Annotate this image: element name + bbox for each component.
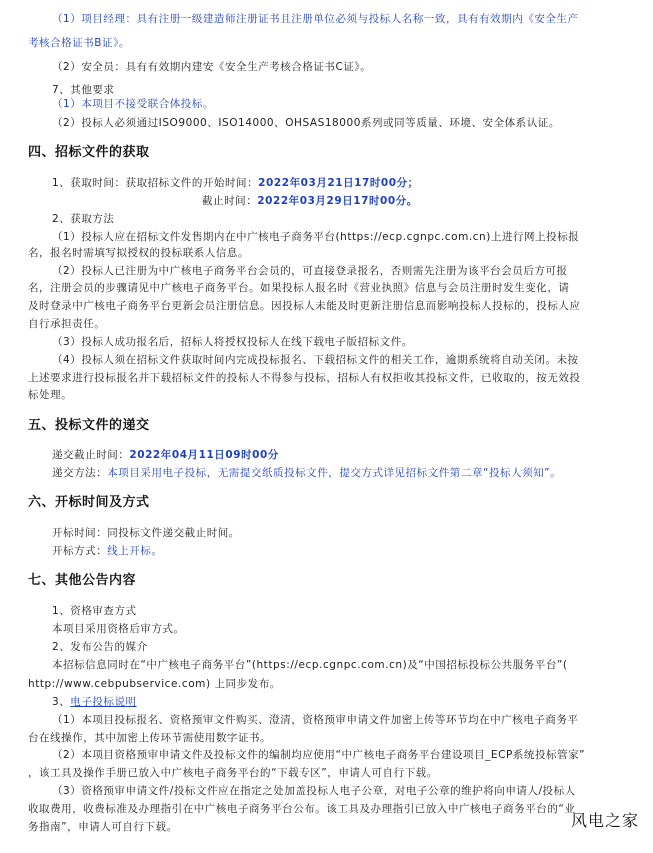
section-heading-4: 四、招标文件的获取 bbox=[28, 145, 150, 160]
label: 递交方法： bbox=[52, 467, 108, 479]
opening-method-value: 线上开标。 bbox=[107, 545, 163, 557]
text-line bbox=[202, 194, 418, 208]
text-line: 及时登录中广核电子商务平台更新会员注册信息。因投标人未能及时更新注册信息而影响投标人投标的，投标人应 bbox=[28, 300, 581, 312]
text-line: （4）投标人须在招标文件获取时间内完成投标报名、下载招标文件的相关工作，逾期系统将自动关闭。未按 bbox=[52, 354, 579, 366]
text-line: 1、资格审查方式 bbox=[52, 605, 137, 617]
text-line: 收取费用，收费标准及办理指引在中广核电子商务平台公布。该工具及办理指引已放入中广核电子商务平台的“业 bbox=[28, 803, 576, 815]
section-heading-5: 五、投标文件的递交 bbox=[28, 418, 150, 433]
text-line bbox=[52, 176, 419, 190]
text-line: 务指南”，申请人可自行下载。 bbox=[28, 821, 178, 833]
label: 3、 bbox=[52, 696, 71, 708]
text-line: 标处理。 bbox=[28, 389, 73, 401]
end-time-value: 2022年03月29日17时00分。 bbox=[257, 195, 418, 207]
section-heading-6: 六、开标时间及方式 bbox=[28, 495, 150, 510]
text-line bbox=[52, 466, 561, 480]
label: 截止时间： bbox=[202, 195, 258, 207]
text-line: 考核合格证书B证》。 bbox=[28, 37, 130, 49]
watermark: 风电之家 bbox=[570, 811, 639, 830]
label: 递交截止时间： bbox=[52, 449, 130, 461]
e-bid-notes-heading: 电子投标说明 bbox=[70, 696, 137, 708]
label: 1、获取时间：获取招标文件的开始时间： bbox=[52, 177, 259, 189]
submit-deadline-value: 2022年04月11日09时00分 bbox=[129, 449, 279, 461]
text-line: 上述要求进行投标报名并下载招标文件的投标人不得参与投标，招标人有权拒收其投标文件，已收取的，按无效投 bbox=[28, 372, 581, 384]
text-line: 名，报名时需填写拟授权的投标联系人信息。 bbox=[28, 247, 249, 259]
text-line: 台在线操作，其中加密上传环节需使用数字证书。 bbox=[28, 732, 272, 744]
text-line bbox=[52, 695, 137, 709]
submit-method-value: 本项目采用电子投标，无需提交纸质投标文件，提交方式详见招标文件第二章“投标人须知”。 bbox=[107, 467, 562, 479]
text-line: （1）本项目投标报名、资格预审文件购买、澄清，资格预审申请文件加密上传等环节均在中广核电子商务平 bbox=[52, 714, 579, 726]
label: 开标方式： bbox=[52, 545, 108, 557]
text-line: 开标时间：同投标文件递交截止时间。 bbox=[52, 527, 240, 539]
text-line: （2）安全员：具有有效期内建安《安全生产考核合格证书C证》。 bbox=[52, 61, 372, 73]
text-line: （3）资格预审申请文件/投标文件应在指定之处加盖投标人电子公章，对电子公章的维护将向申请人/投标人 bbox=[52, 785, 576, 797]
start-time-value: 2022年03月21日17时00分； bbox=[258, 177, 419, 189]
text-line: 本招标信息同时在“中广核电子商务平台”(https://ecp.cgnpc.com.cn)及“中国招标投标公共服务平台”( bbox=[52, 659, 568, 671]
text-line: http://www.cebpubservice.com) 上同步发布。 bbox=[28, 678, 281, 690]
text-line: 2、发布公告的媒介 bbox=[52, 641, 148, 653]
text-line: 7、其他要求 bbox=[52, 84, 115, 96]
text-line bbox=[52, 544, 163, 558]
text-line: （1）本项目不接受联合体投标。 bbox=[52, 98, 214, 110]
text-line: 名，注册会员的步骤请见中广核电子商务平台。如果投标人报名时《营业执照》信息与会员注册时发生变化，请 bbox=[28, 282, 570, 294]
text-line: 自行承担责任。 bbox=[28, 318, 106, 330]
section-heading-7: 七、其他公告内容 bbox=[28, 573, 137, 588]
text-line: 2、获取方法 bbox=[52, 213, 115, 225]
text-line: （2）本项目资格预审申请文件及投标文件的编制均应使用“中广核电子商务平台建设项目_ECP系统投标管家” bbox=[52, 749, 586, 761]
text-line: （2）投标人已注册为中广核电子商务平台会员的，可直接登录报名，否则需先注册为该平台会员后方可报 bbox=[52, 265, 568, 277]
text-line: （2）投标人必须通过ISO9000、ISO14000、OHSAS18000系列或同等质量、环境、安全体系认证。 bbox=[52, 117, 560, 129]
text-line: （1）项目经理：具有注册一级建造师注册证书且注册单位必须与投标人名称一致，具有有效期内《安全生产 bbox=[52, 13, 579, 25]
text-line: 本项目采用资格后审方式。 bbox=[52, 623, 185, 635]
text-line: （1）投标人应在招标文件发售期内在中广核电子商务平台(https://ecp.cgnpc.com.cn)上进行网上投标报 bbox=[52, 231, 580, 243]
text-line: （3）投标人成功报名后，招标人将授权投标人在线下载电子版招标文件。 bbox=[52, 336, 413, 348]
text-line bbox=[52, 448, 279, 462]
text-line: ，该工具及操作手册已放入中广核电子商务平台的“下载专区”，申请人可自行下载。 bbox=[28, 767, 438, 779]
